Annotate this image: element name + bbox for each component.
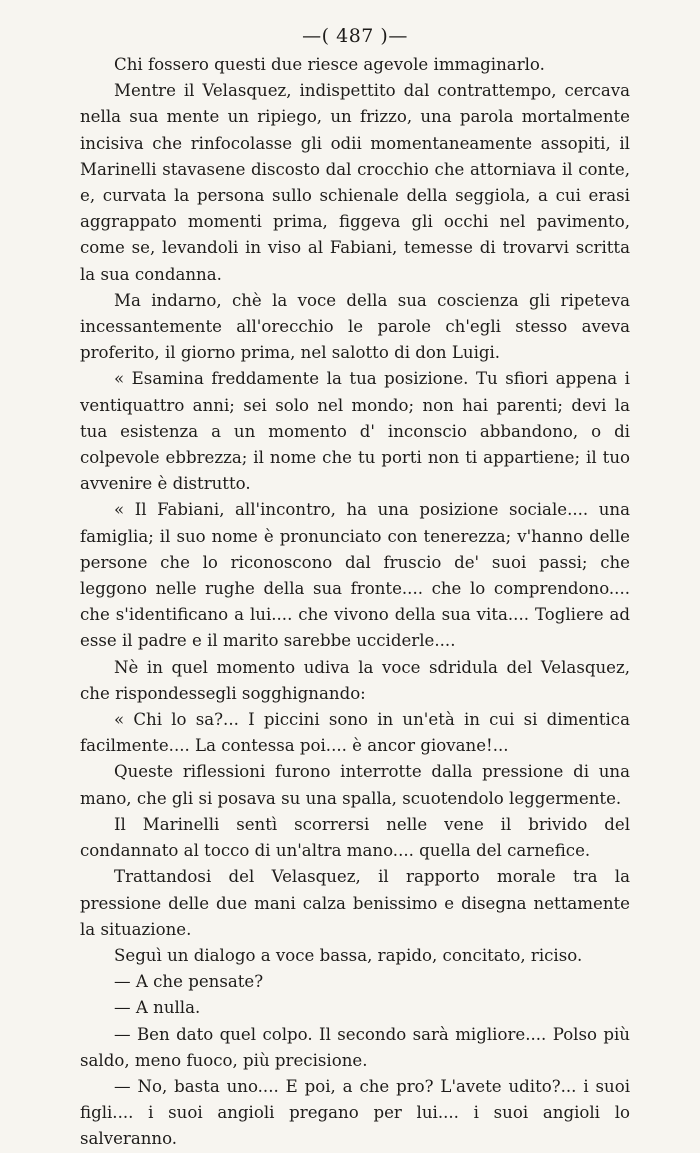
page-number: —( 487 )— [302, 25, 408, 47]
dialogue-line: — Ben dato quel colpo. Il secondo sarà migliore.... Polso più saldo, meno fuoco, più precisione. [80, 1024, 630, 1070]
paragraph: Chi fossero questi due riesce agevole immaginarlo. [114, 55, 545, 74]
paragraph: Il Marinelli sentì scorrersi nelle vene il brivido del condannato al tocco di un'altra mano.... quella del carnefice. [80, 814, 630, 861]
dialogue-line: — A che pensate? [114, 972, 264, 992]
paragraph: Queste riflessioni furono interrotte dalla pressione di una mano, che gli si posava su una spalla, scuotendolo leggermente. [80, 762, 630, 808]
dialogue-line: — No, basta uno.... E poi, a che pro? L'avete udito?... i suoi figli.... i suoi angioli pregano per lui.... i suoi angioli lo salveranno. [80, 1076, 630, 1149]
paragraph: Nè in quel momento udiva la voce sdridula del Velasquez, che rispondessegli sogghignando: [80, 657, 630, 703]
paragraph: Ma indarno, chè la voce della sua coscienza gli ripeteva incessantemente all'orecchio le parole ch'egli stesso aveva proferito, il giorno prima, nel salotto di don Luigi. [80, 290, 630, 363]
paragraph: Mentre il Velasquez, indispettito dal contrattempo, cercava nella sua mente un ripiego, un frizzo, una parola mortalmente incisiva che rinfocolasse gli odii momentaneamente assopiti, il Marinelli stavasene discosto dal crocchio che attorniava il conte, e, curvata la persona sullo schienale della seggiola, a cui erasi aggrappato momenti prima, figgeva gli occhi nel pavimento, come se, levandoli in viso al Fabiani, temesse di trovarvi scritta la sua condanna. [80, 81, 630, 284]
paragraph: « Chi lo sa?... I piccini sono in un'età in cui si dimentica facilmente.... La contessa poi.... è ancor giovane!... [80, 710, 630, 756]
paragraph: « Esamina freddamente la tua posizione. Tu sfiori appena i ventiquattro anni; sei solo nel mondo; non hai parenti; devi la tua esistenza a un momento d' inconscio abbandono, o di colpevole ebbrezza; il nome che tu porti non ti appartiene; il tuo avvenire è distrutto. [80, 369, 630, 494]
paragraph: Trattandosi del Velasquez, il rapporto morale tra la pressione delle due mani calza benissimo e disegna nettamente la situazione. [80, 867, 630, 939]
dialogue-line: — A nulla. [114, 998, 201, 1018]
paragraph: « Il Fabiani, all'incontro, ha una posizione sociale.... una famiglia; il suo nome è pronunciato con tenerezza; v'hanno delle persone che lo riconoscono dal fruscio de' suoi passi; che leggono nelle rughe della sua fronte.... che lo comprendono.... che s'identificano a lui.... che vivono della sua vita.... Togliere ad esse il padre e il marito sarebbe ucciderle.... [80, 500, 630, 651]
paragraph: Seguì un dialogo a voce bassa, rapido, concitato, riciso. [114, 945, 583, 965]
